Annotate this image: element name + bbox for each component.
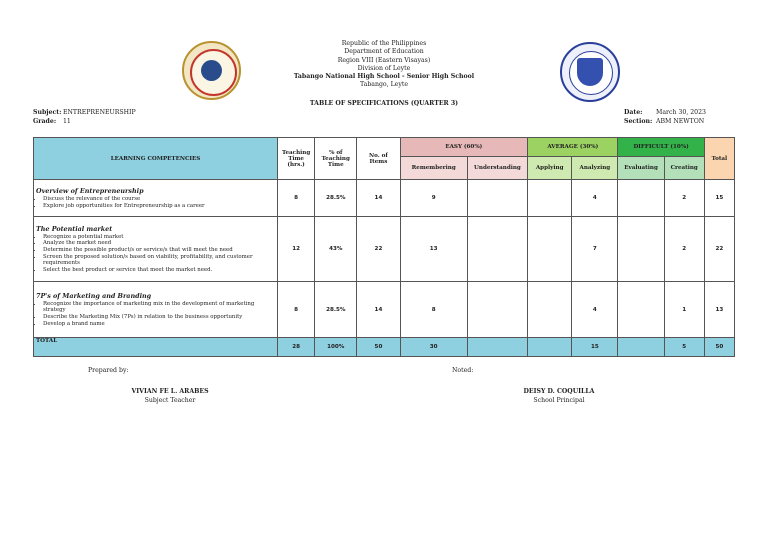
- school-location: Tabango, Leyte: [359, 81, 408, 89]
- total-cell: 13: [704, 282, 734, 338]
- section-value: ABM NEWTON: [656, 118, 705, 125]
- list-item: • Recognize a potential market: [43, 234, 275, 241]
- list-item: • Analyze the market need: [43, 240, 275, 247]
- header-line-3: Region VIII (Eastern Visayas): [337, 56, 431, 64]
- list-item: • Describe the Marketing Mix (7Ps) in relation to the business opportunity: [43, 314, 275, 321]
- remembering-cell: 13: [400, 217, 467, 282]
- list-item: • Select the best product or service that meet the market need.: [43, 267, 275, 274]
- document-title: TABLE OF SPECIFICATIONS (QUARTER 3): [309, 100, 459, 107]
- header-total: Total: [704, 138, 734, 180]
- competency-cell: [34, 217, 278, 282]
- grade-value: 11: [63, 118, 71, 125]
- understanding-cell: [467, 282, 527, 338]
- total-understanding: [467, 338, 527, 357]
- competency-cell: [34, 180, 278, 217]
- total-cell: 15: [704, 180, 734, 217]
- header-learning-competencies: LEARNING COMPETENCIES: [34, 138, 278, 180]
- header-teaching-time: Teaching Time (hrs.): [278, 138, 315, 180]
- total-label: TOTAL: [34, 338, 278, 357]
- table-row: [34, 217, 735, 282]
- pct-cell: 43%: [315, 217, 357, 282]
- evaluating-cell: [618, 180, 664, 217]
- header-line-1: Republic of the Philippines: [341, 40, 427, 47]
- competency-title: Overview of Entrepreneurship: [36, 186, 144, 195]
- competency-list: [36, 234, 275, 274]
- noted-title: School Principal: [533, 397, 585, 404]
- analyzing-cell: 4: [572, 282, 618, 338]
- noted-label: Noted:: [452, 367, 474, 374]
- items-cell: 14: [357, 180, 400, 217]
- header-understanding: Understanding: [467, 157, 527, 180]
- understanding-cell: [467, 180, 527, 217]
- header-no-of-items: No. of Items: [357, 138, 400, 180]
- date-value: March 30, 2023: [656, 109, 706, 116]
- creating-cell: 1: [664, 282, 704, 338]
- header-evaluating: Evaluating: [618, 157, 664, 180]
- subject-label: Subject:: [33, 109, 62, 116]
- creating-cell: 2: [664, 217, 704, 282]
- applying-cell: [528, 282, 572, 338]
- header-pct-teaching-time: % of Teaching Time: [315, 138, 357, 180]
- competency-title: The Potential market: [36, 224, 113, 233]
- table-of-specifications: [33, 137, 735, 357]
- evaluating-cell: [618, 282, 664, 338]
- total-items: 50: [357, 338, 400, 357]
- understanding-cell: [467, 217, 527, 282]
- total-row: [34, 338, 735, 357]
- evaluating-cell: [618, 217, 664, 282]
- list-item: • Discuss the relevance of the course: [43, 196, 275, 203]
- creating-cell: 2: [664, 180, 704, 217]
- total-creating: 5: [664, 338, 704, 357]
- competency-list: [36, 196, 275, 209]
- hours-cell: 8: [278, 180, 315, 217]
- header-remembering: Remembering: [400, 157, 467, 180]
- total-total: 50: [704, 338, 734, 357]
- prepared-signature: [110, 387, 230, 405]
- grade-label: Grade:: [33, 118, 57, 125]
- subject-value: ENTREPRENEURSHIP: [63, 109, 136, 116]
- total-remembering: 30: [400, 338, 467, 357]
- remembering-cell: 9: [400, 180, 467, 217]
- total-evaluating: [618, 338, 664, 357]
- noted-name: DEISY D. COQUILLA: [523, 388, 595, 395]
- prepared-by-label: Prepared by:: [88, 367, 129, 374]
- competency-title: 7P's of Marketing and Branding: [36, 291, 152, 300]
- document-header: [0, 40, 768, 90]
- applying-cell: [528, 217, 572, 282]
- total-cell: 22: [704, 217, 734, 282]
- header-line-2: Department of Education: [344, 48, 424, 56]
- competency-cell: [34, 282, 278, 338]
- pct-cell: 28.5%: [315, 180, 357, 217]
- header-easy: EASY (60%): [400, 138, 528, 157]
- header-difficult: DIFFICULT (10%): [618, 138, 704, 157]
- table-row: [34, 282, 735, 338]
- header-analyzing: Analyzing: [572, 157, 618, 180]
- list-item: • Explore job opportunities for Entrepreneurship as a career: [43, 203, 275, 210]
- items-cell: 14: [357, 282, 400, 338]
- table-row: [34, 180, 735, 217]
- date-label: Date:: [624, 109, 643, 116]
- remembering-cell: 8: [400, 282, 467, 338]
- prepared-title: Subject Teacher: [144, 397, 196, 404]
- meta-left: [33, 108, 136, 126]
- header-line-4: Division of Leyte: [357, 64, 411, 72]
- list-item: • Recognize the importance of marketing mix in the development of marketing strategy: [43, 301, 275, 314]
- school-name: Tabango National High School - Senior High School: [293, 73, 475, 81]
- applying-cell: [528, 180, 572, 217]
- hours-cell: 12: [278, 217, 315, 282]
- list-item: • Develop a brand name: [43, 321, 275, 328]
- section-label: Section:: [624, 118, 653, 125]
- analyzing-cell: 7: [572, 217, 618, 282]
- header-creating: Creating: [664, 157, 704, 180]
- items-cell: 22: [357, 217, 400, 282]
- meta-right: [624, 108, 706, 126]
- list-item: • Screen the proposed solution/s based on viability, profitability, and customer requirements: [43, 254, 275, 267]
- total-applying: [528, 338, 572, 357]
- competency-list: [36, 301, 275, 327]
- prepared-name: VIVIAN FE L. ARABES: [131, 388, 209, 395]
- total-analyzing: 15: [572, 338, 618, 357]
- total-pct: 100%: [315, 338, 357, 357]
- pct-cell: 28.5%: [315, 282, 357, 338]
- list-item: • Determine the possible product/s or service/s that will meet the need: [43, 247, 275, 254]
- header-applying: Applying: [528, 157, 572, 180]
- hours-cell: 8: [278, 282, 315, 338]
- total-hours: 28: [278, 338, 315, 357]
- header-average: AVERAGE (30%): [528, 138, 618, 157]
- analyzing-cell: 4: [572, 180, 618, 217]
- noted-signature: [499, 387, 619, 405]
